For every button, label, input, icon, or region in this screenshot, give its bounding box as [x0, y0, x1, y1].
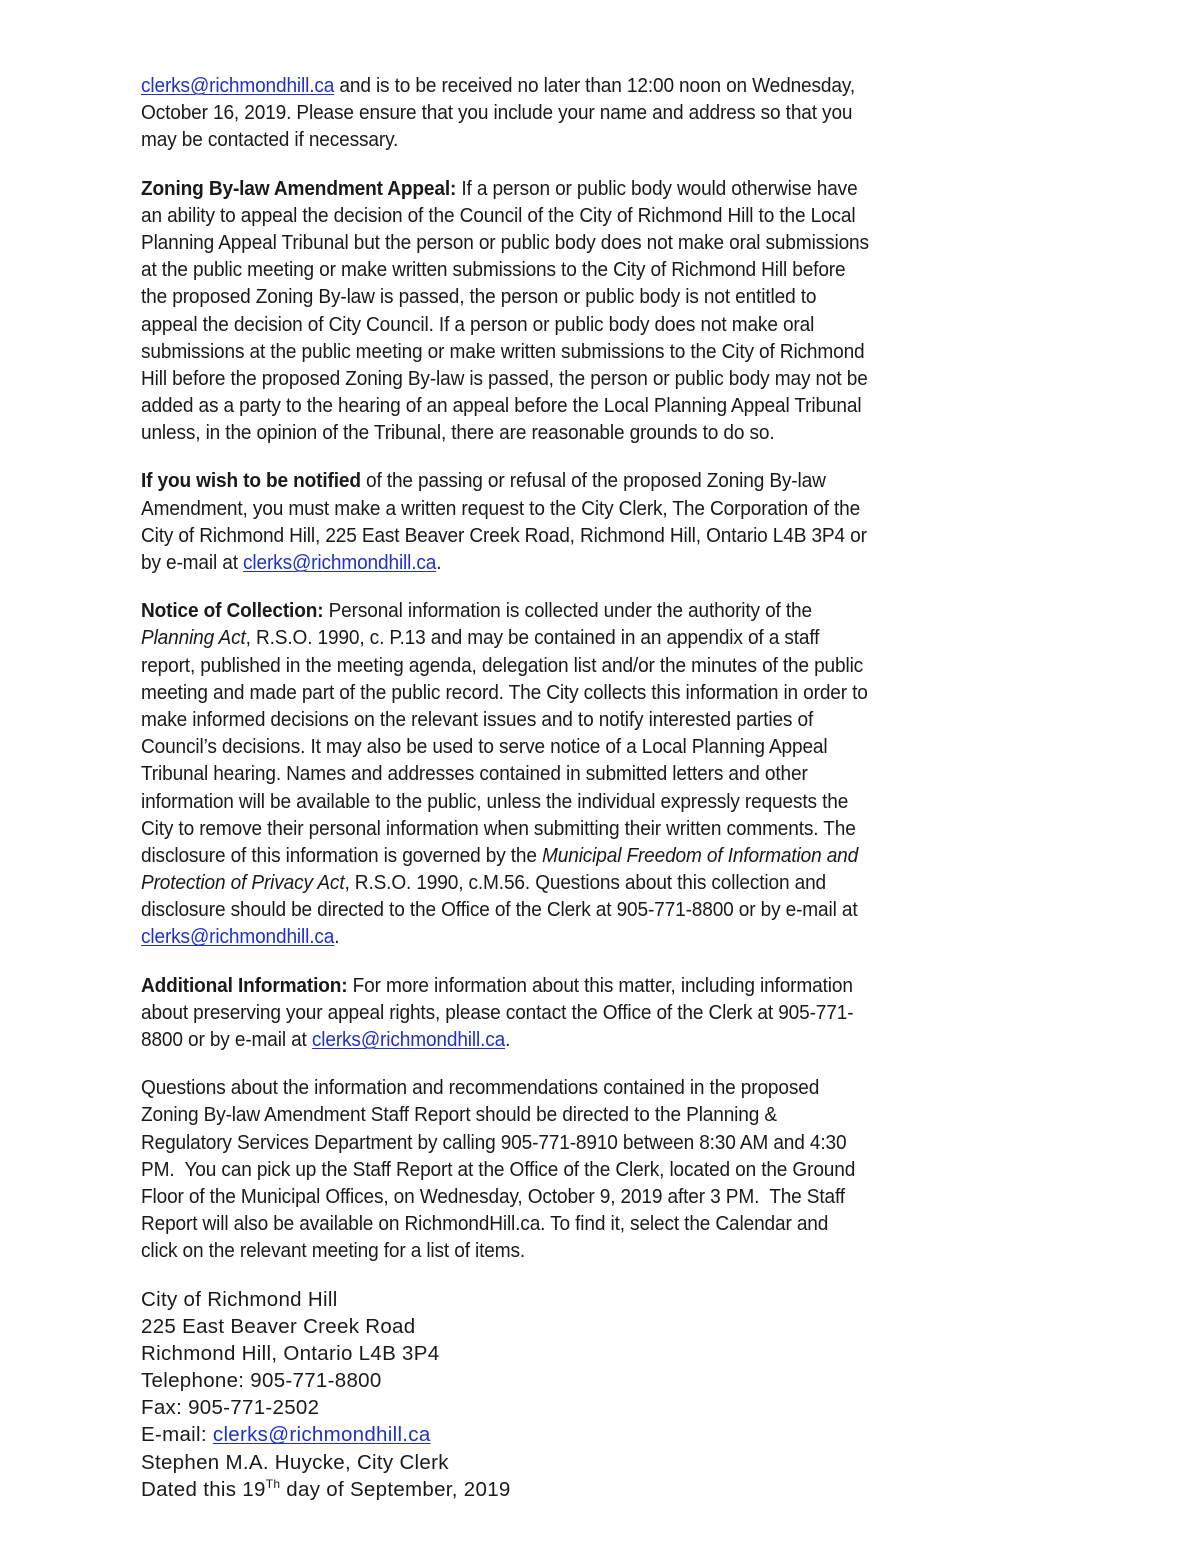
paragraph-text: , R.S.O. 1990, c.M.56. Questions about this collection and — [344, 871, 827, 895]
punctuation: . — [436, 551, 442, 574]
clerks-email-link[interactable]: clerks@richmondhill.ca — [141, 925, 335, 949]
paragraph-text: Amendment, you must make a written request to the City Clerk, The Corporation of the — [141, 496, 861, 520]
paragraph-text: an ability to appeal the decision of the Council of the City of Richmond Hill to the Local — [141, 203, 856, 227]
paragraph-text: disclosure should be directed to the Office of the Clerk at 905-771-8800 or by e-mail at — [141, 898, 858, 922]
intro-text: and is to be received no later than 12:00 noon on Wednesday, — [334, 74, 855, 97]
paragraph-text: click on the relevant meeting for a list of items. — [141, 1239, 526, 1263]
mfippa-title: Protection of Privacy Act — [141, 871, 345, 895]
paragraph-text: City to remove their personal information when submitting their written comments. The — [141, 816, 856, 840]
paragraph-text: at the public meeting or make written submissions to the City of Richmond Hill before — [141, 258, 846, 282]
paragraph-text: Planning Appeal Tribunal but the person or public body does not make oral submissions — [141, 230, 869, 254]
signature-fax: Fax: 905-771-2502 — [141, 1396, 320, 1420]
signature-organization: City of Richmond Hill — [141, 1287, 338, 1311]
additional-information-heading: Additional Information: — [141, 973, 348, 997]
notice-of-collection-heading: Notice of Collection: — [141, 599, 324, 623]
date-text: day of September, 2019 — [280, 1477, 511, 1501]
additional-information-paragraph — [141, 972, 1101, 1054]
punctuation: . — [334, 925, 340, 949]
signature-street: 225 East Beaver Creek Road — [141, 1314, 416, 1338]
clerks-email-link[interactable]: clerks@richmondhill.ca — [141, 74, 335, 97]
paragraph-text: PM. You can pick up the Staff Report at the Office of the Clerk, located on the Ground — [141, 1157, 856, 1181]
staff-report-questions-paragraph — [141, 1074, 1101, 1264]
paragraph-text: Hill before the proposed Zoning By-law is passed, the person or public body may not be — [141, 366, 868, 390]
paragraph-text: Floor of the Municipal Offices, on Wednesday, October 9, 2019 after 3 PM. The Staff — [141, 1184, 845, 1208]
paragraph-text: disclosure of this information is governed by the — [141, 843, 543, 867]
paragraph-text: Report will also be available on RichmondHill.ca. To find it, select the Calendar and — [141, 1212, 829, 1236]
paragraph-text: submissions at the public meeting or make written submissions to the City of Richmond — [141, 339, 865, 363]
date-text: Dated this 19 — [141, 1477, 266, 1501]
paragraph-text: added as a party to the hearing of an appeal before the Local Planning Appeal Tribunal — [141, 394, 862, 418]
intro-text: may be contacted if necessary. — [141, 128, 399, 152]
paragraph-text: Council’s decisions. It may also be used to serve notice of a Local Planning Appeal — [141, 735, 828, 759]
paragraph-text: Tribunal hearing. Names and addresses contained in submitted letters and other — [141, 762, 808, 786]
ordinal-suffix: Th — [265, 1476, 281, 1491]
paragraph-text: For more information about this matter, including information — [347, 973, 853, 997]
mfippa-title: Municipal Freedom of Information and — [542, 843, 859, 867]
signature-email-line — [141, 1421, 1101, 1448]
paragraph-text: Questions about the information and recommendations contained in the proposed — [141, 1076, 820, 1100]
paragraph-text: information will be available to the public, unless the individual expressly requests the — [141, 789, 849, 813]
paragraph-text: Regulatory Services Department by calling 905-771-8910 between 8:30 AM and 4:30 — [141, 1130, 847, 1154]
paragraph-text: make informed decisions on the relevant issues and to notify interested parties of — [141, 707, 814, 731]
email-label: E-mail: — [141, 1423, 213, 1447]
signature-telephone: Telephone: 905-771-8800 — [141, 1369, 382, 1393]
signature-clerk: Stephen M.A. Huycke, City Clerk — [141, 1450, 449, 1474]
planning-act-title: Planning Act — [141, 626, 246, 650]
zoning-appeal-paragraph — [141, 175, 1101, 447]
signature-block — [141, 1286, 1101, 1504]
punctuation: . — [505, 1028, 511, 1051]
paragraph-text: the proposed Zoning By-law is passed, the person or public body is not entitled to — [141, 285, 817, 309]
zoning-appeal-heading: Zoning By-law Amendment Appeal: — [141, 176, 457, 200]
clerks-email-link[interactable]: clerks@richmondhill.ca — [212, 1423, 431, 1447]
paragraph-text: If a person or public body would otherwise have — [456, 176, 858, 200]
paragraph-text: of the passing or refusal of the proposed Zoning By-law — [360, 469, 826, 493]
clerks-email-link[interactable]: clerks@richmondhill.ca — [243, 551, 437, 574]
paragraph-text: City of Richmond Hill, 225 East Beaver Creek Road, Richmond Hill, Ontario L4B 3P4 or — [141, 523, 867, 547]
paragraph-text: Zoning By-law Amendment Staff Report should be directed to the Planning & — [141, 1103, 777, 1127]
paragraph-text: 8800 or by e-mail at — [141, 1028, 312, 1051]
notification-paragraph — [141, 467, 1101, 576]
notice-of-collection-paragraph — [141, 597, 1101, 950]
intro-text: October 16, 2019. Please ensure that you include your name and address so that you — [141, 101, 853, 125]
paragraph-text: by e-mail at — [141, 551, 244, 574]
paragraph-text: , R.S.O. 1990, c. P.13 and may be contained in an appendix of a staff — [245, 626, 820, 650]
signature-date — [141, 1476, 1101, 1503]
paragraph-text: appeal the decision of City Council. If a person or public body does not make oral — [141, 312, 815, 336]
paragraph-text: Personal information is collected under the authority of the — [323, 599, 812, 623]
notice-document — [141, 72, 1101, 1503]
paragraph-text: about preserving your appeal rights, please contact the Office of the Clerk at 905-771- — [141, 1000, 854, 1024]
paragraph-text: unless, in the opinion of the Tribunal, there are reasonable grounds to do so. — [141, 421, 775, 445]
submission-deadline-paragraph — [141, 72, 1101, 154]
paragraph-text: report, published in the meeting agenda, delegation list and/or the minutes of the public — [141, 653, 864, 677]
paragraph-text: meeting and made part of the public record. The City collects this information in order to — [141, 680, 868, 704]
notification-heading: If you wish to be notified — [141, 469, 361, 493]
clerks-email-link[interactable]: clerks@richmondhill.ca — [311, 1028, 506, 1051]
signature-city: Richmond Hill, Ontario L4B 3P4 — [141, 1341, 440, 1365]
